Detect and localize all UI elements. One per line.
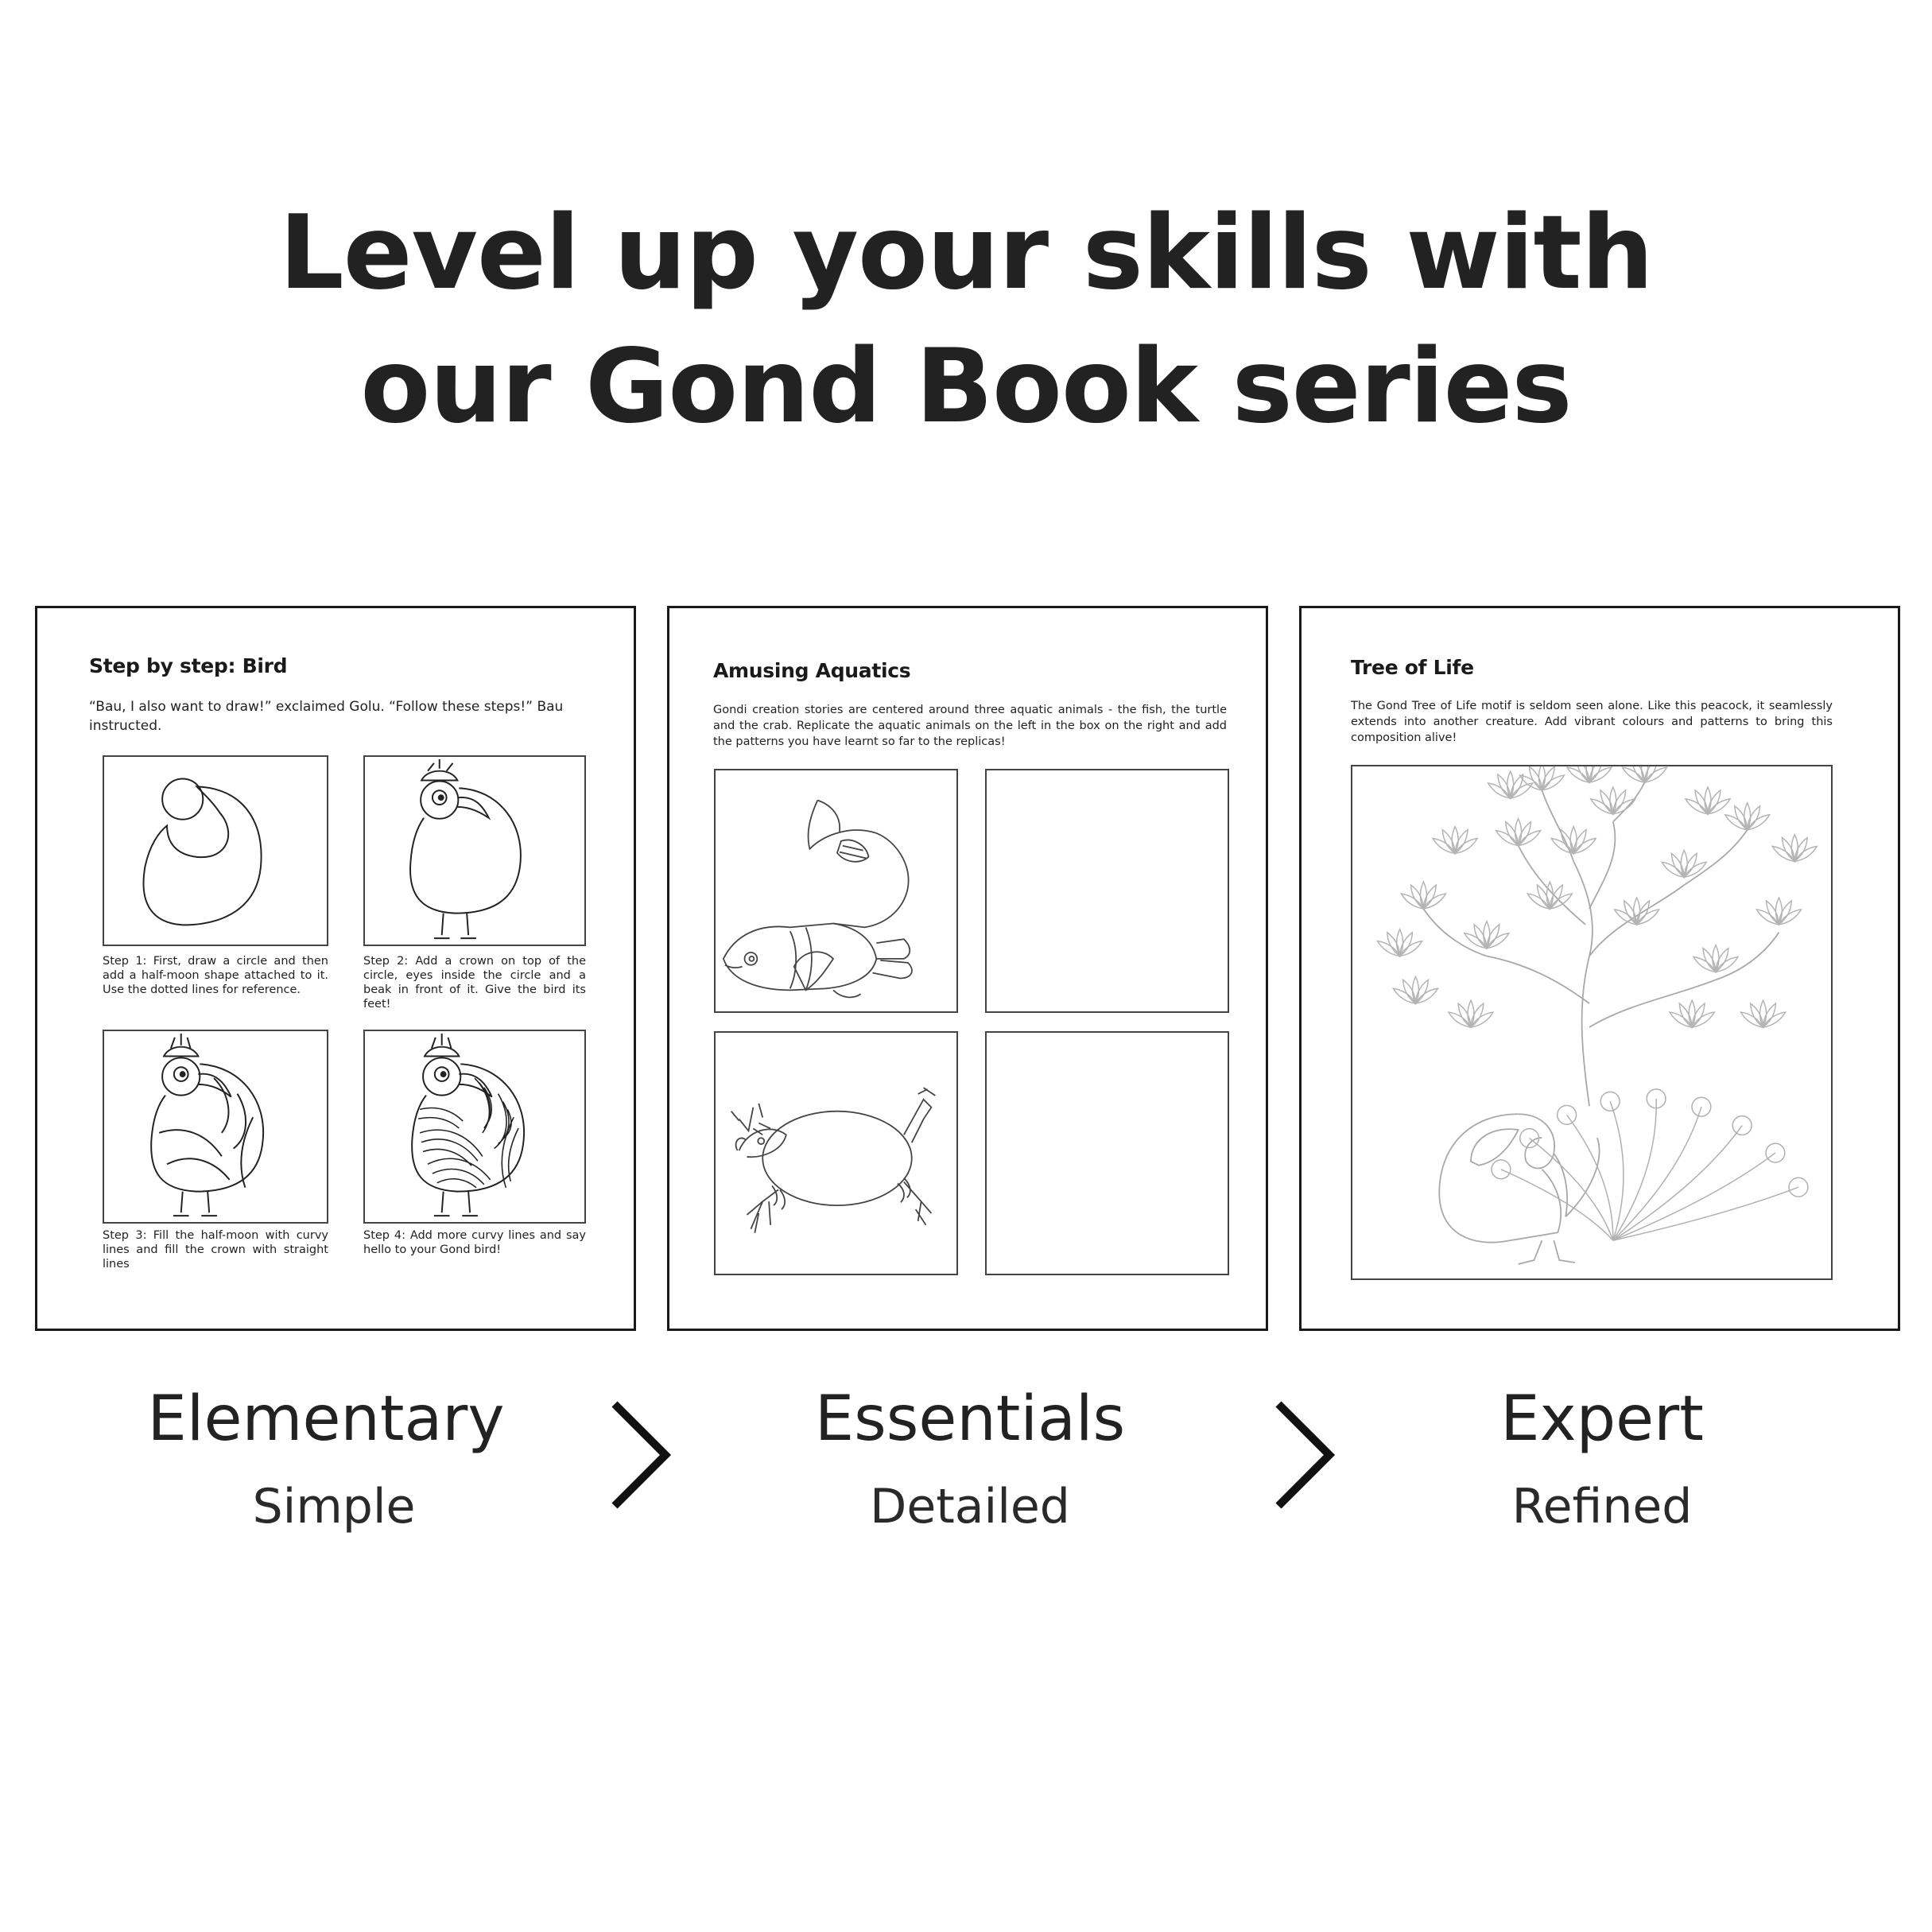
level-elementary-name: Elementary [147,1383,505,1455]
page-preview-expert [1299,606,1900,1331]
step-3-box [103,1030,328,1224]
feather-eye [1766,1143,1785,1162]
fish-box [714,769,958,1013]
page-title: Amusing Aquatics [713,659,911,682]
tail-feather [1613,1187,1798,1240]
level-expert-desc: Refined [1511,1479,1693,1534]
level-essentials-name: Essentials [814,1383,1126,1455]
step-2-caption: Step 2: Add a crown on top of the circle, eyes inside the circle and a beak in front of it. Give the bird its feet! [363,955,586,1011]
tail-feather [1613,1099,1656,1240]
empty-copy-box-1 [985,769,1229,1013]
chevron-right-icon [608,1399,672,1511]
feather-eye [1492,1160,1511,1179]
bird-step-1-icon [104,757,327,945]
feather-eye [1558,1105,1577,1124]
page-preview-essentials [667,606,1268,1331]
bird-step-4-icon [365,1031,584,1222]
page-intro: “Bau, I also want to draw!” exclaimed Golu. “Follow these steps!” Bau instructed. [89,699,564,734]
level-expert-name: Expert [1500,1383,1704,1455]
tree-of-life-box [1351,765,1833,1280]
empty-copy-box-2 [985,1031,1229,1275]
page-title: Tree of Life [1351,656,1474,679]
tail-feather [1613,1126,1742,1241]
page-intro: Gondi creation stories are centered around three aquatic animals - the fish, the turtle and the crab. Replicate the aquatic animals on the left in the box on the right and add the patterns you have learnt so far to the replicas! [713,704,1227,748]
page-preview-elementary [35,606,636,1331]
step-4-box [363,1030,586,1224]
headline-line-1: Level up your skills with [279,194,1653,312]
bird-step-2-icon [365,757,584,945]
level-elementary-desc: Simple [252,1479,416,1534]
step-1-caption: Step 1: First, draw a circle and then add a half-moon shape attached to it. Use the dotted lines for reference. [103,955,328,996]
page-title: Step by step: Bird [89,654,288,677]
headline [0,187,1932,454]
turtle-icon [716,1033,956,1274]
level-essentials-desc: Detailed [870,1479,1070,1534]
fish-icon [716,770,956,1011]
turtle-box [714,1031,958,1275]
tail-feather [1613,1153,1775,1240]
step-2-box [363,755,586,946]
step-4-caption: Step 4: Add more curvy lines and say hello to your Gond bird! [363,1229,586,1256]
chevron-right-icon [1272,1399,1336,1511]
tree-of-life-peacock-icon [1352,766,1831,1278]
step-1-box [103,755,328,946]
tail-feather [1501,1170,1613,1240]
headline-line-2: our Gond Book series [360,328,1572,446]
step-3-caption: Step 3: Fill the half-moon with curvy lines and fill the crown with straight lines [103,1229,328,1271]
page-intro: The Gond Tree of Life motif is seldom seen alone. Like this peacock, it seamlessly extends into another creature. Add vibrant colours and patterns to bring this composition alive! [1351,700,1833,744]
bird-step-3-icon [104,1031,327,1222]
